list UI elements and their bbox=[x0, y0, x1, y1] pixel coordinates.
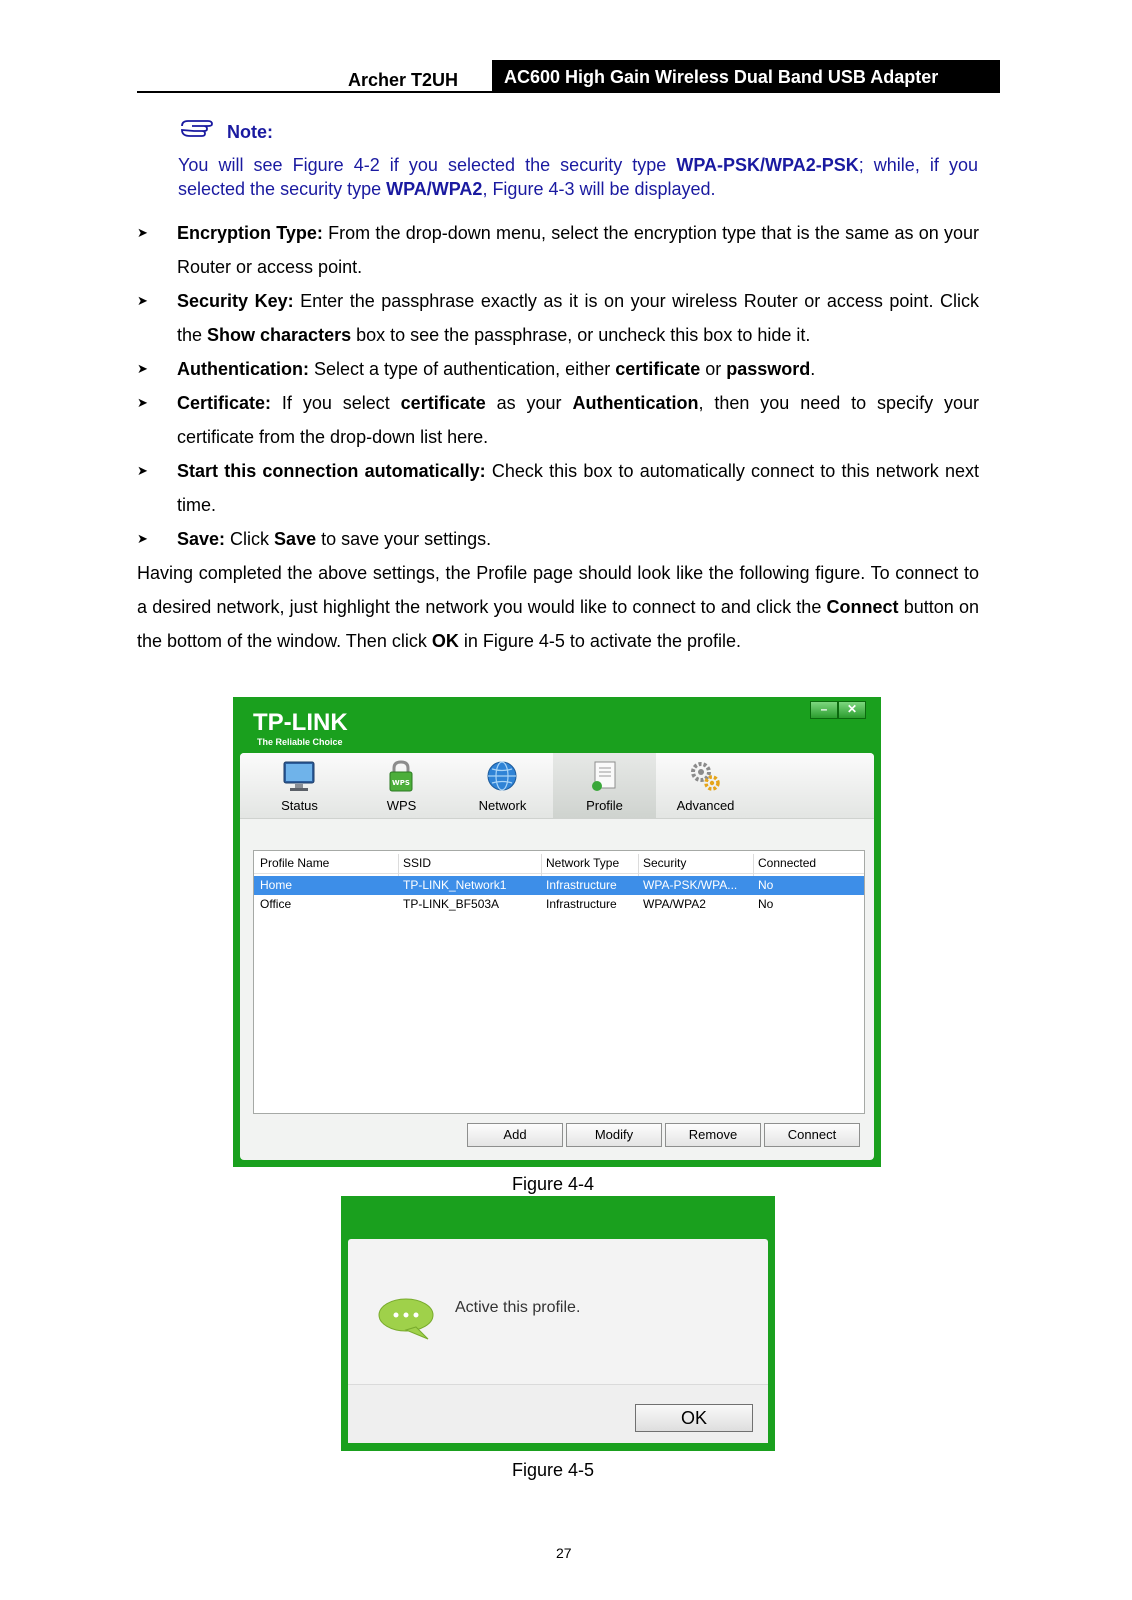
ok-button[interactable]: OK bbox=[635, 1404, 753, 1432]
list-item: ➤ Authentication: Select a type of authentication, either certificate or password. bbox=[137, 359, 816, 379]
column-header[interactable]: Security bbox=[643, 856, 687, 870]
settings-bullet-list bbox=[137, 216, 979, 556]
add-button[interactable]: Add bbox=[467, 1123, 563, 1147]
tplink-utility-window bbox=[233, 697, 881, 1167]
column-header[interactable]: Profile Name bbox=[260, 856, 330, 870]
table-cell: Infrastructure bbox=[546, 878, 617, 892]
speech-bubble-icon bbox=[376, 1297, 436, 1341]
instruction-paragraph: Having completed the above settings, the Profile page should look like the following figure. To connect to a desired network, just highlight the network you would like to connect to and click the Connect button on the bottom of the window. Then click OK in Figure 4-5 to activate the profile. bbox=[137, 563, 979, 651]
tab-network-label: Network bbox=[478, 798, 527, 813]
table-cell: Infrastructure bbox=[546, 897, 617, 911]
tab-wps[interactable] bbox=[350, 753, 453, 818]
wps-lock-icon bbox=[384, 759, 418, 793]
list-item: ➤ Start this connection automatically: Check this box to automatically connect to this network next time. bbox=[137, 461, 979, 515]
table-cell: WPA/WPA2 bbox=[643, 897, 706, 911]
remove-button[interactable]: Remove bbox=[665, 1123, 761, 1147]
table-cell: Home bbox=[260, 878, 293, 892]
table-cell: No bbox=[758, 897, 774, 911]
figure-caption: Figure 4-5 bbox=[512, 1460, 595, 1480]
monitor-icon bbox=[282, 759, 316, 793]
table-cell: WPA-PSK/WPA... bbox=[643, 878, 738, 892]
header-model: Archer T2UH bbox=[348, 70, 459, 90]
tab-network[interactable] bbox=[451, 753, 554, 818]
pointing-hand-icon bbox=[180, 118, 214, 138]
close-button[interactable]: ✕ bbox=[838, 701, 866, 719]
header-product: AC600 High Gain Wireless Dual Band USB Adapter bbox=[492, 60, 1000, 92]
dialog-message: Active this profile. bbox=[455, 1299, 581, 1316]
tab-profile[interactable] bbox=[553, 753, 656, 818]
note-title: Note: bbox=[227, 122, 273, 142]
modify-button[interactable]: Modify bbox=[566, 1123, 662, 1147]
figure-caption: Figure 4-4 bbox=[512, 1174, 595, 1194]
profile-document-icon bbox=[587, 759, 621, 793]
tab-wps-label: WPS bbox=[386, 798, 417, 813]
tab-status[interactable] bbox=[248, 753, 351, 818]
tab-profile-label: Profile bbox=[586, 798, 623, 813]
table-cell: TP-LINK_BF503A bbox=[403, 897, 500, 911]
globe-icon bbox=[485, 759, 519, 793]
tplink-tagline: The Reliable Choice bbox=[257, 737, 343, 747]
list-item: ➤ Save: Click Save to save your settings. bbox=[137, 529, 492, 549]
column-header[interactable]: SSID bbox=[403, 856, 432, 870]
list-item: ➤ Certificate: If you select certificate as your Authentication, then you need to specify your certificate from the drop-down list here. bbox=[137, 393, 979, 447]
table-cell: No bbox=[758, 878, 774, 892]
activate-profile-dialog bbox=[341, 1196, 775, 1451]
toolbar bbox=[240, 753, 874, 819]
list-item: ➤ Security Key: Enter the passphrase exactly as it is on your wireless Router or access point. Click the Show characters box to see the passphrase, or uncheck this box to hide it. bbox=[137, 291, 979, 345]
tab-advanced[interactable] bbox=[654, 753, 757, 818]
tab-status-label: Status bbox=[281, 798, 318, 813]
note-body: You will see Figure 4-2 if you selected the security type WPA-PSK/WPA2-PSK; while, if you selected the security type WPA/WPA2, Figure 4-3 will be displayed. bbox=[178, 155, 978, 199]
connect-button[interactable]: Connect bbox=[764, 1123, 860, 1147]
table-header bbox=[254, 854, 864, 874]
table-cell: TP-LINK_Network1 bbox=[403, 878, 507, 892]
header-rule bbox=[137, 91, 1000, 93]
minimize-button[interactable]: – bbox=[810, 701, 838, 719]
profile-table bbox=[253, 850, 865, 1114]
svg-text:WPS: WPS bbox=[392, 779, 410, 787]
page-number: 27 bbox=[556, 1545, 572, 1561]
table-row[interactable] bbox=[254, 895, 864, 914]
gears-icon bbox=[688, 759, 722, 793]
dialog-content bbox=[348, 1239, 768, 1442]
table-cell: Office bbox=[260, 897, 292, 911]
column-header[interactable]: Connected bbox=[758, 856, 817, 870]
window-content bbox=[240, 753, 874, 1160]
tab-advanced-label: Advanced bbox=[676, 798, 735, 813]
table-row[interactable] bbox=[254, 876, 864, 895]
list-item: ➤ Encryption Type: From the drop-down menu, select the encryption type that is the same as on your Router or access point. bbox=[137, 223, 979, 277]
column-header[interactable]: Network Type bbox=[546, 856, 620, 870]
tplink-logo: TP-LINK bbox=[253, 709, 348, 736]
